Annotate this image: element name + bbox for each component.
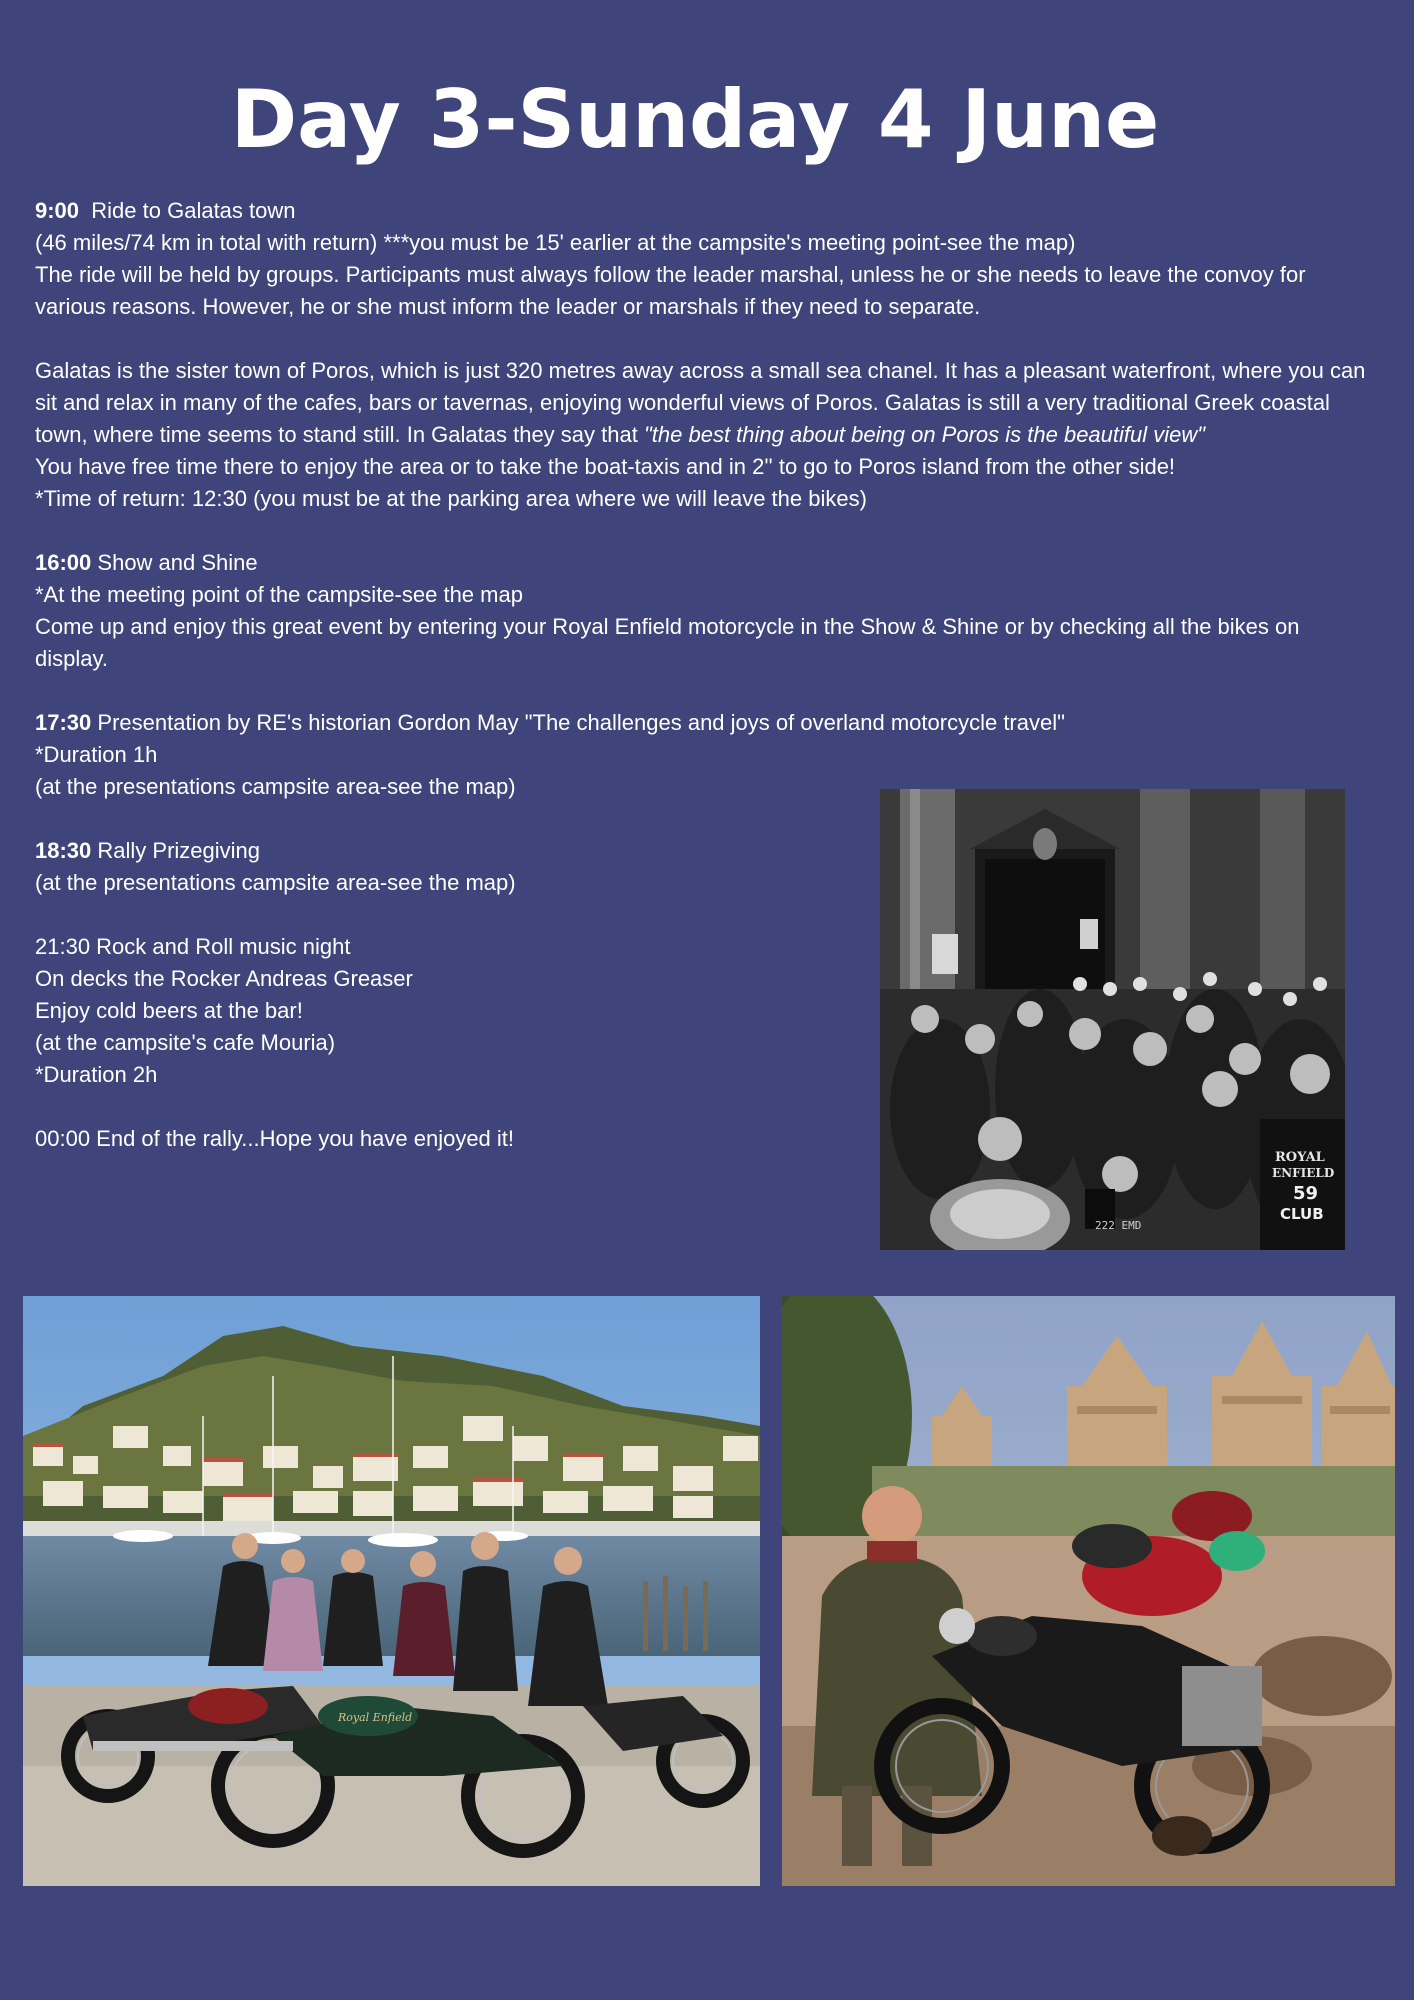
show-location: *At the meeting point of the campsite-see the map [35, 582, 523, 607]
show-description: Come up and enjoy this great event by entering your Royal Enfield motorcycle in the Show & Shine or by checking all the bikes on display. [35, 614, 1300, 671]
show-time: 16:00 [35, 550, 92, 575]
show-heading [35, 547, 1375, 579]
show-title: Show and Shine [97, 550, 258, 575]
jacket-text-59: 59 [1293, 1183, 1319, 1204]
poros-group-photo [23, 1296, 760, 1886]
end-of-rally: 00:00 End of the rally...Hope you have enjoyed it! [35, 1126, 515, 1151]
music-heading: 21:30 Rock and Roll music night [35, 934, 351, 959]
prizegiving-heading [35, 835, 835, 867]
jacket-text-enfield: ENFIELD [1272, 1166, 1335, 1180]
ride-distance: (46 miles/74 km in total with return) ***you must be 15' earlier at the campsite's meeting point-see the map) [35, 230, 1076, 255]
ride-heading [35, 195, 1375, 227]
presentation-time: 17:30 [35, 710, 92, 735]
music-beers: Enjoy cold beers at the bar! [35, 998, 303, 1023]
ride-title: Ride to Galatas town [91, 198, 296, 223]
presentation-title: Presentation by RE's historian Gordon May "The challenges and joys of overland motorcycle travel" [97, 710, 1065, 735]
music-location: (at the campsite's cafe Mouria) [35, 1030, 336, 1055]
galatas-description [35, 355, 1375, 451]
bw-rally-photo [880, 789, 1345, 1250]
page-title: Day 3-Sunday 4 June [230, 73, 1160, 166]
ride-groups: The ride will be held by groups. Participants must always follow the leader marshal, unless he or she needs to leave the convoy for various reasons. However, he or she must inform the leader or marshals if they need to separate. [35, 262, 1306, 319]
music-dj: On decks the Rocker Andreas Greaser [35, 966, 413, 991]
plate-text: 222 EMD [1095, 1219, 1142, 1232]
prizegiving-title: Rally Prizegiving [97, 838, 261, 863]
galatas-text: Galatas is the sister town of Poros, which is just 320 metres away across a small sea chanel. It has a pleasant waterfront, where you can sit and relax in many of the cafes, bars or tavernas, enjoying wonderful views of Poros. Galatas is still a very traditional Greek coastal town, where time seems to stand still. In Galatas they say that [35, 358, 1366, 447]
presentation-duration: *Duration 1h [35, 742, 158, 767]
india-travel-photo [782, 1296, 1395, 1886]
galatas-quote: "the best thing about being on Poros is the beautiful view" [643, 422, 1206, 447]
ride-time: 9:00 [35, 198, 80, 223]
jacket-text-club: CLUB [1280, 1205, 1324, 1223]
jacket-text-royal: ROYAL [1275, 1150, 1325, 1165]
presentation-location: (at the presentations campsite area-see the map) [35, 774, 516, 799]
music-duration: *Duration 2h [35, 1062, 158, 1087]
presentation-heading [35, 707, 1375, 739]
prizegiving-time: 18:30 [35, 838, 92, 863]
galatas-free-time: You have free time there to enjoy the area or to take the boat-taxis and in 2'' to go to Poros island from the other side! [35, 454, 1176, 479]
galatas-return-time: *Time of return: 12:30 (you must be at the parking area where we will leave the bikes) [35, 486, 867, 511]
prizegiving-location: (at the presentations campsite area-see the map) [35, 870, 516, 895]
tank-text: Royal Enfield [338, 1711, 413, 1724]
